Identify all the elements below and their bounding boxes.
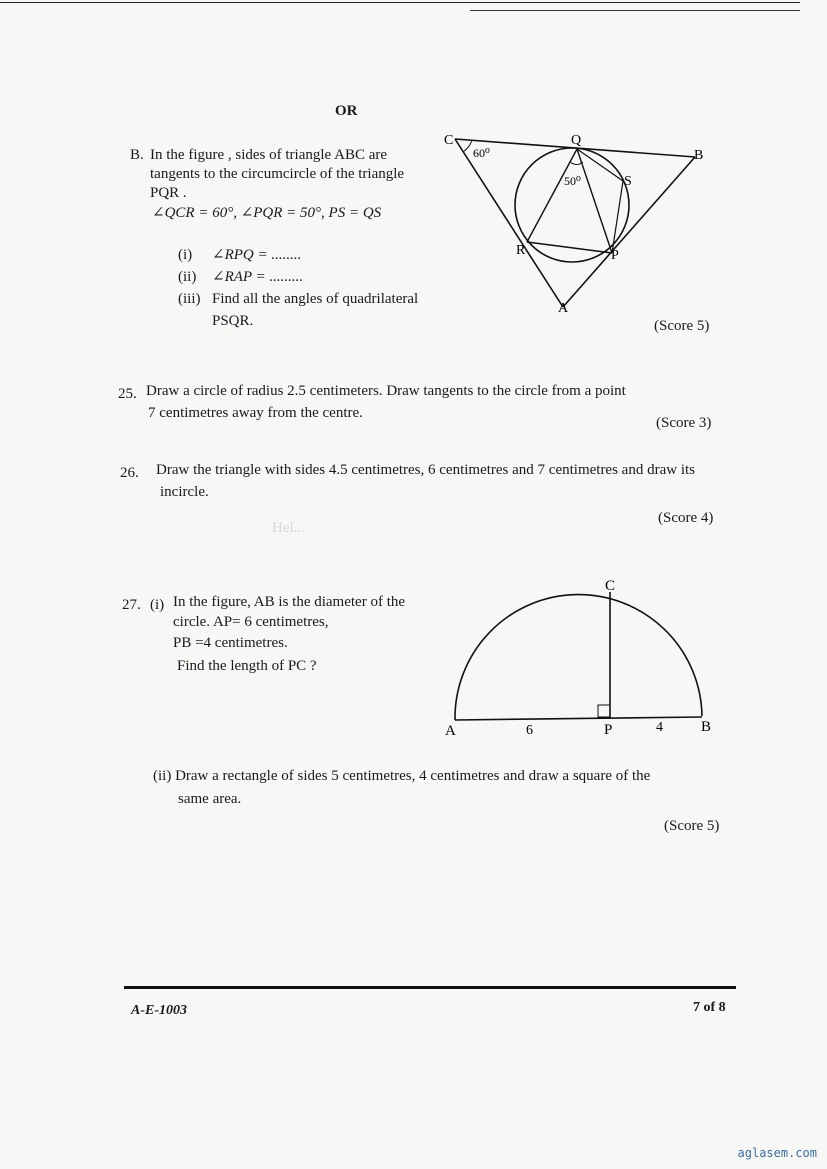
q27-score: (Score 5) bbox=[664, 818, 720, 834]
label-b: B bbox=[694, 148, 704, 163]
footer-code: A-E-1003 bbox=[131, 1003, 187, 1018]
q-b-given: ∠QCR = 60°, ∠PQR = 50°, PS = QS bbox=[152, 205, 382, 221]
label-p: P bbox=[604, 722, 613, 738]
label-a: A bbox=[558, 301, 569, 316]
or-heading: OR bbox=[335, 103, 358, 119]
bleed-through-text: Hel... bbox=[272, 520, 305, 536]
q-b-line1: In the figure , sides of triangle ABC are bbox=[150, 147, 388, 163]
q-b-part-i-text: ∠RPQ = ........ bbox=[212, 247, 302, 263]
q26-score: (Score 4) bbox=[658, 510, 714, 526]
q26-num: 26. bbox=[120, 465, 139, 481]
semicircle-figure bbox=[440, 572, 720, 742]
semicircle-arc bbox=[455, 595, 702, 720]
diameter-ab bbox=[455, 717, 702, 720]
q27-part-ii-line2: same area. bbox=[178, 791, 242, 807]
label-p: P bbox=[611, 248, 619, 263]
q-b-line3: PQR . bbox=[150, 185, 187, 201]
q-b-line2: tangents to the circumcircle of the triangle bbox=[150, 166, 405, 182]
incircle bbox=[515, 148, 629, 262]
q26-line1: Draw the triangle with sides 4.5 centimetres, 6 centimetres and 7 centimetres and draw its bbox=[156, 462, 695, 478]
right-angle-mark bbox=[598, 705, 610, 717]
angle-c-arc bbox=[463, 140, 472, 152]
label-r: R bbox=[516, 243, 526, 258]
footer-rule bbox=[124, 986, 736, 989]
q25-line1: Draw a circle of radius 2.5 centimeters. Draw tangents to the circle from a point bbox=[146, 383, 626, 399]
header-rule-2 bbox=[470, 10, 800, 11]
watermark-text: aglasem.com bbox=[737, 1146, 817, 1160]
q25-num: 25. bbox=[118, 386, 137, 402]
q27-line4: Find the length of PC ? bbox=[177, 658, 317, 674]
label-c: C bbox=[605, 578, 616, 594]
segment-qp bbox=[577, 149, 612, 253]
triangle-circle-figure bbox=[430, 125, 730, 320]
q-b-label: B. bbox=[130, 147, 144, 163]
q-b-part-iii-num: (iii) bbox=[178, 291, 201, 307]
q27-line3: PB =4 centimetres. bbox=[173, 635, 288, 651]
footer-page: 7 of 8 bbox=[693, 1000, 726, 1015]
label-b: B bbox=[701, 719, 712, 735]
side-ca bbox=[455, 139, 563, 307]
label-ap: 6 bbox=[526, 723, 533, 738]
q27-num: 27. bbox=[122, 597, 141, 613]
label-s: S bbox=[624, 174, 632, 189]
q25-score: (Score 3) bbox=[656, 415, 712, 431]
segment-qs bbox=[577, 149, 623, 181]
q25-line2: 7 centimetres away from the centre. bbox=[148, 405, 363, 421]
q26-line2: incircle. bbox=[160, 484, 209, 500]
label-a: A bbox=[445, 723, 456, 739]
angle-c-label: 60⁰ bbox=[473, 146, 490, 160]
q-b-part-iii-text2: PSQR. bbox=[212, 313, 254, 329]
q-b-score: (Score 5) bbox=[654, 318, 710, 334]
q27-part-ii-line1: (ii) Draw a rectangle of sides 5 centimetres, 4 centimetres and draw a square of the bbox=[153, 768, 651, 784]
segment-sp bbox=[612, 181, 623, 253]
header-rule bbox=[0, 2, 800, 3]
q27-line2: circle. AP= 6 centimetres, bbox=[173, 614, 329, 630]
q-b-part-ii-text: ∠RAP = ......... bbox=[212, 269, 304, 285]
q-b-part-ii-num: (ii) bbox=[178, 269, 197, 285]
q27-part-i-num: (i) bbox=[150, 597, 165, 613]
q-b-part-i-num: (i) bbox=[178, 247, 193, 263]
q-b-part-iii-text: Find all the angles of quadrilateral bbox=[212, 291, 419, 307]
q27-line1: In the figure, AB is the diameter of the bbox=[173, 594, 406, 610]
angle-q-label: 50⁰ bbox=[564, 174, 581, 188]
label-q: Q bbox=[571, 133, 582, 148]
label-pb: 4 bbox=[656, 720, 663, 735]
label-c: C bbox=[444, 133, 454, 148]
